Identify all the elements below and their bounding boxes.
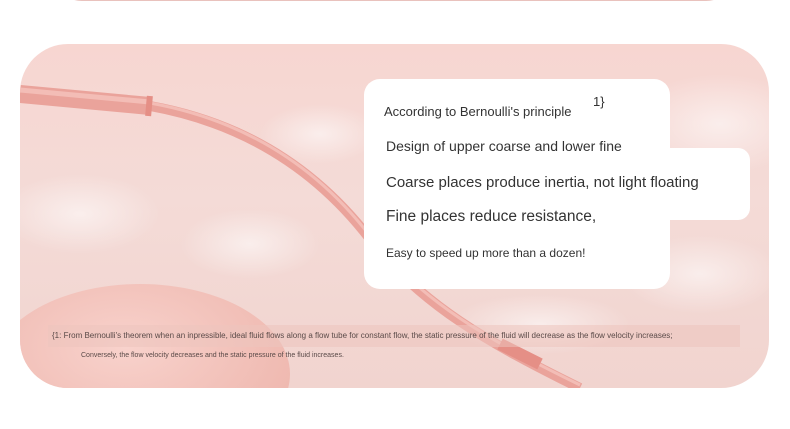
- footnote-reference: 1}: [593, 94, 605, 109]
- design-line: Design of upper coarse and lower fine: [386, 138, 622, 154]
- coarse-line: Coarse places produce inertia, not light floating: [386, 174, 699, 191]
- principle-line: According to Bernoulli's principle: [384, 104, 572, 119]
- fine-line: Fine places reduce resistance,: [386, 208, 597, 225]
- speed-line: Easy to speed up more than a dozen!: [386, 246, 586, 260]
- footnote-text-1: {1: From Bernoulli's theorem when an inpressible, ideal fluid flows along a flow tube for constant flow, the static pressure of the fluid will decrease as the flow velocity increases;: [52, 331, 673, 340]
- footnote-text-2: Conversely, the flow velocity decreases and the static pressure of the fluid increases.: [81, 352, 344, 359]
